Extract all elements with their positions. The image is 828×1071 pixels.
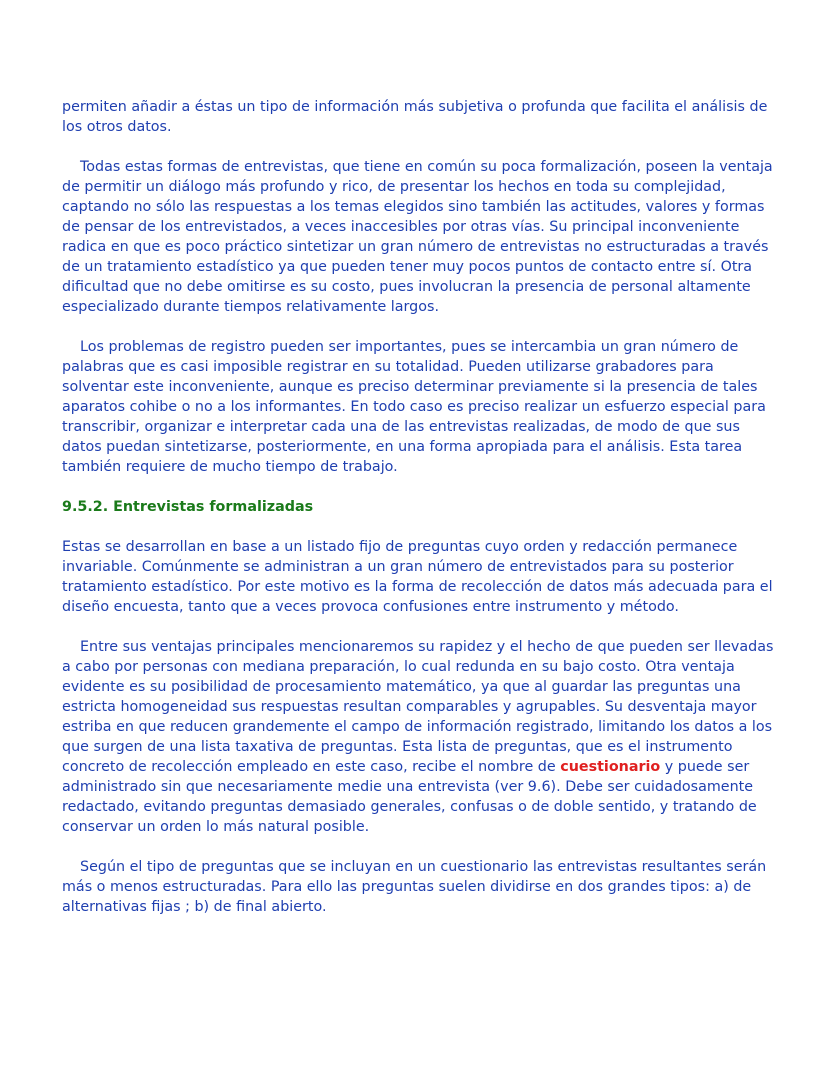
paragraph-text-after: y puede ser administrado sin que necesariamente medie una entrevista (ver 9.6). Debe ser cuidadosamente redactado, evitando preguntas demasiado generales, confusas o de doble sentido, y tratando de conservar un orden lo más natural posible. [62,759,757,835]
paragraph-advantages: Todas estas formas de entrevistas, que tiene en común su poca formalización, poseen la ventaja de permitir un diálogo más profundo y rico, de presentar los hechos en toda su complejidad, captando no sólo las respuestas a los temas elegidos sino también las actitudes, valores y formas de pensar de los entrevistados, a veces inaccesibles por otras vías. Su principal inconveniente radica en que es poco práctico sintetizar un gran número de entrevistas no estructuradas a través de un tratamiento estadístico ya que pueden tener muy pocos puntos de contacto entre sí. Otra dificultad que no debe omitirse es su costo, pues involucran la presencia de personal altamente especializado durante tiempos relativamente largos. [62,159,773,315]
section-heading: 9.5.2. Entrevistas formalizadas [62,499,314,515]
paragraph-text-before: Entre sus ventajas principales mencionaremos su rapidez y el hecho de que pueden ser llevadas a cabo por personas con mediana preparación, lo cual redunda en su bajo costo. Otra ventaja evidente es su posibilidad de procesamiento matemático, ya que al guardar las preguntas una estricta homogeneidad sus respuestas resultan comparables y agrupables. Su desventaja mayor estriba en que reducen grandemente el campo de información registrado, limitando los datos a los que surgen de una lista taxativa de preguntas. Esta lista de preguntas, que es el instrumento concreto de recolección empleado en este caso, recibe el nombre de [62,639,774,775]
document-page [62,97,778,937]
paragraph-registration-problems: Los problemas de registro pueden ser importantes, pues se intercambia un gran número de palabras que es casi imposible registrar en su totalidad. Pueden utilizarse grabadores para solventar este inconveniente, aunque es preciso determinar previamente si la presencia de tales aparatos cohibe o no a los informantes. En todo caso es preciso realizar un esfuerzo especial para transcribir, organizar e interpretar cada una de las entrevistas realizadas, de modo de que sus datos puedan sintetizarse, posteriormente, en una forma apropiada para el análisis. Esta tarea también requiere de mucho tiempo de trabajo. [62,339,766,475]
paragraph-formalized-description: Estas se desarrollan en base a un listado fijo de preguntas cuyo orden y redacción permanece invariable. Comúnmente se administran a un gran número de entrevistados para su posterior tratamiento estadístico. Por este motivo es la forma de recolección de datos más adecuada para el diseño encuesta, tanto que a veces provoca confusiones entre instrumento y método. [62,539,773,615]
paragraph-formalized-advantages [62,637,778,837]
paragraph-intro: permiten añadir a éstas un tipo de información más subjetiva o profunda que facilita el análisis de los otros datos. [62,99,768,135]
paragraph-question-types: Según el tipo de preguntas que se incluyan en un cuestionario las entrevistas resultantes serán más o menos estructuradas. Para ello las preguntas suelen dividirse en dos grandes tipos: a) de alternativas fijas ; b) de final abierto. [62,859,767,915]
highlighted-term: cuestionario [560,759,661,775]
